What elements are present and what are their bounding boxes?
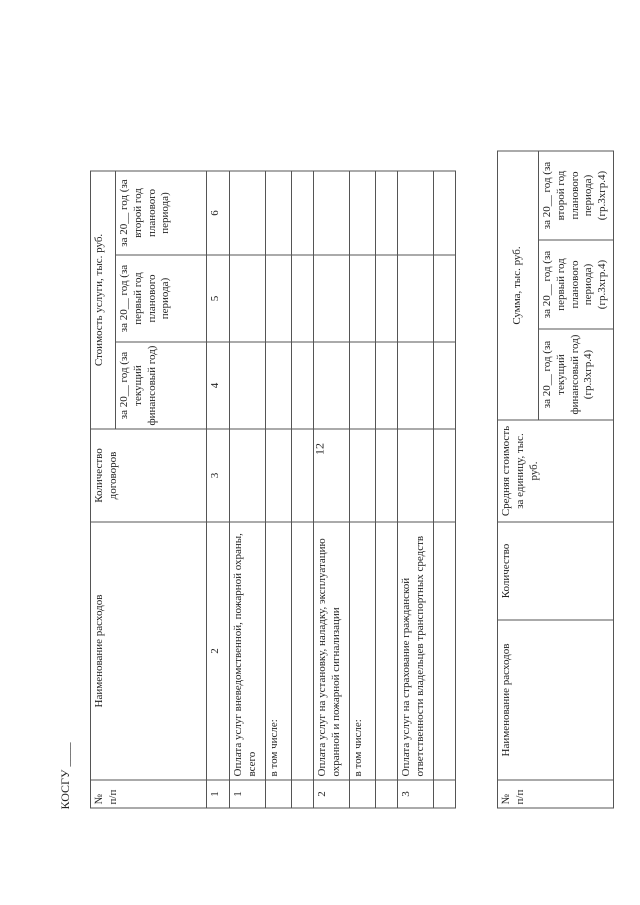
- row-name: Оплата услуг на страхование гражданской ответственности владельцев транспортных средств: [398, 522, 434, 780]
- row-num: 1: [230, 780, 266, 808]
- table-row: [292, 171, 314, 808]
- row-name: [292, 522, 314, 780]
- col-number: 4: [207, 342, 230, 429]
- row-num: [376, 780, 398, 808]
- col-number: 3: [207, 429, 230, 522]
- row-name: Оплата услуг вневедомственной, пожарной охраны, всего: [230, 522, 266, 780]
- table-row: [398, 171, 434, 808]
- table1-header-row: [91, 171, 116, 808]
- table-row: [350, 171, 376, 808]
- kosgu-label: КОСГУ ____: [58, 742, 72, 810]
- row-num: 2: [314, 780, 350, 808]
- row-name: [376, 522, 398, 780]
- header-num: № п/п: [498, 780, 614, 808]
- row-name: Оплата услуг на установку, наладку, эксплуатацию охранной и пожарной сигнализации: [314, 522, 350, 780]
- row-name: в том числе:: [350, 522, 376, 780]
- table-row: [376, 171, 398, 808]
- row-name: [434, 522, 456, 780]
- header-quantity: Количество: [498, 522, 614, 620]
- table-row: [266, 171, 292, 808]
- header-year-plan1: за 20__ год (за первый год планового периода) (гр.3хгр.4): [539, 240, 614, 329]
- header-sum-group: Сумма, тыс. руб.: [498, 151, 539, 420]
- header-cost-group: Стоимость услуги, тыс. руб.: [91, 171, 116, 429]
- header-average-cost: Средняя стоимость за единицу, тыс. руб.: [498, 420, 614, 522]
- col-number: 1: [207, 780, 230, 808]
- header-num: № п/п: [91, 780, 207, 808]
- row-name: в том числе:: [266, 522, 292, 780]
- header-contracts-count: Количество договоров: [91, 429, 207, 522]
- average-cost-table: [497, 151, 614, 809]
- table1-column-numbers: [207, 171, 230, 808]
- header-year-current: за 20__ год (за текущий финансовый год): [116, 342, 207, 429]
- header-year-current: за 20__ год (за текущий финансовый год) (гр.3хгр.4): [539, 329, 614, 420]
- table-row: [434, 171, 456, 808]
- header-name: Наименование расходов: [498, 620, 614, 780]
- header-year-plan2: за 20__ год (за второй год планового периода) (гр.3хгр.4): [539, 151, 614, 240]
- row-num: [266, 780, 292, 808]
- page-number: 12: [312, 443, 327, 455]
- header-name: Наименование расходов: [91, 522, 207, 780]
- header-year-plan2: за 20__ год (за второй год планового периода): [116, 171, 207, 255]
- col-number: 6: [207, 171, 230, 255]
- row-num: [292, 780, 314, 808]
- header-year-plan1: за 20__ год (за первый год планового периода): [116, 255, 207, 342]
- row-num: [350, 780, 376, 808]
- col-number: 2: [207, 522, 230, 780]
- table-row: [314, 171, 350, 808]
- col-number: 5: [207, 255, 230, 342]
- table-row: [230, 171, 266, 808]
- row-num: [434, 780, 456, 808]
- row-num: 3: [398, 780, 434, 808]
- services-cost-table: [90, 171, 456, 809]
- table2-header-row: [498, 151, 539, 808]
